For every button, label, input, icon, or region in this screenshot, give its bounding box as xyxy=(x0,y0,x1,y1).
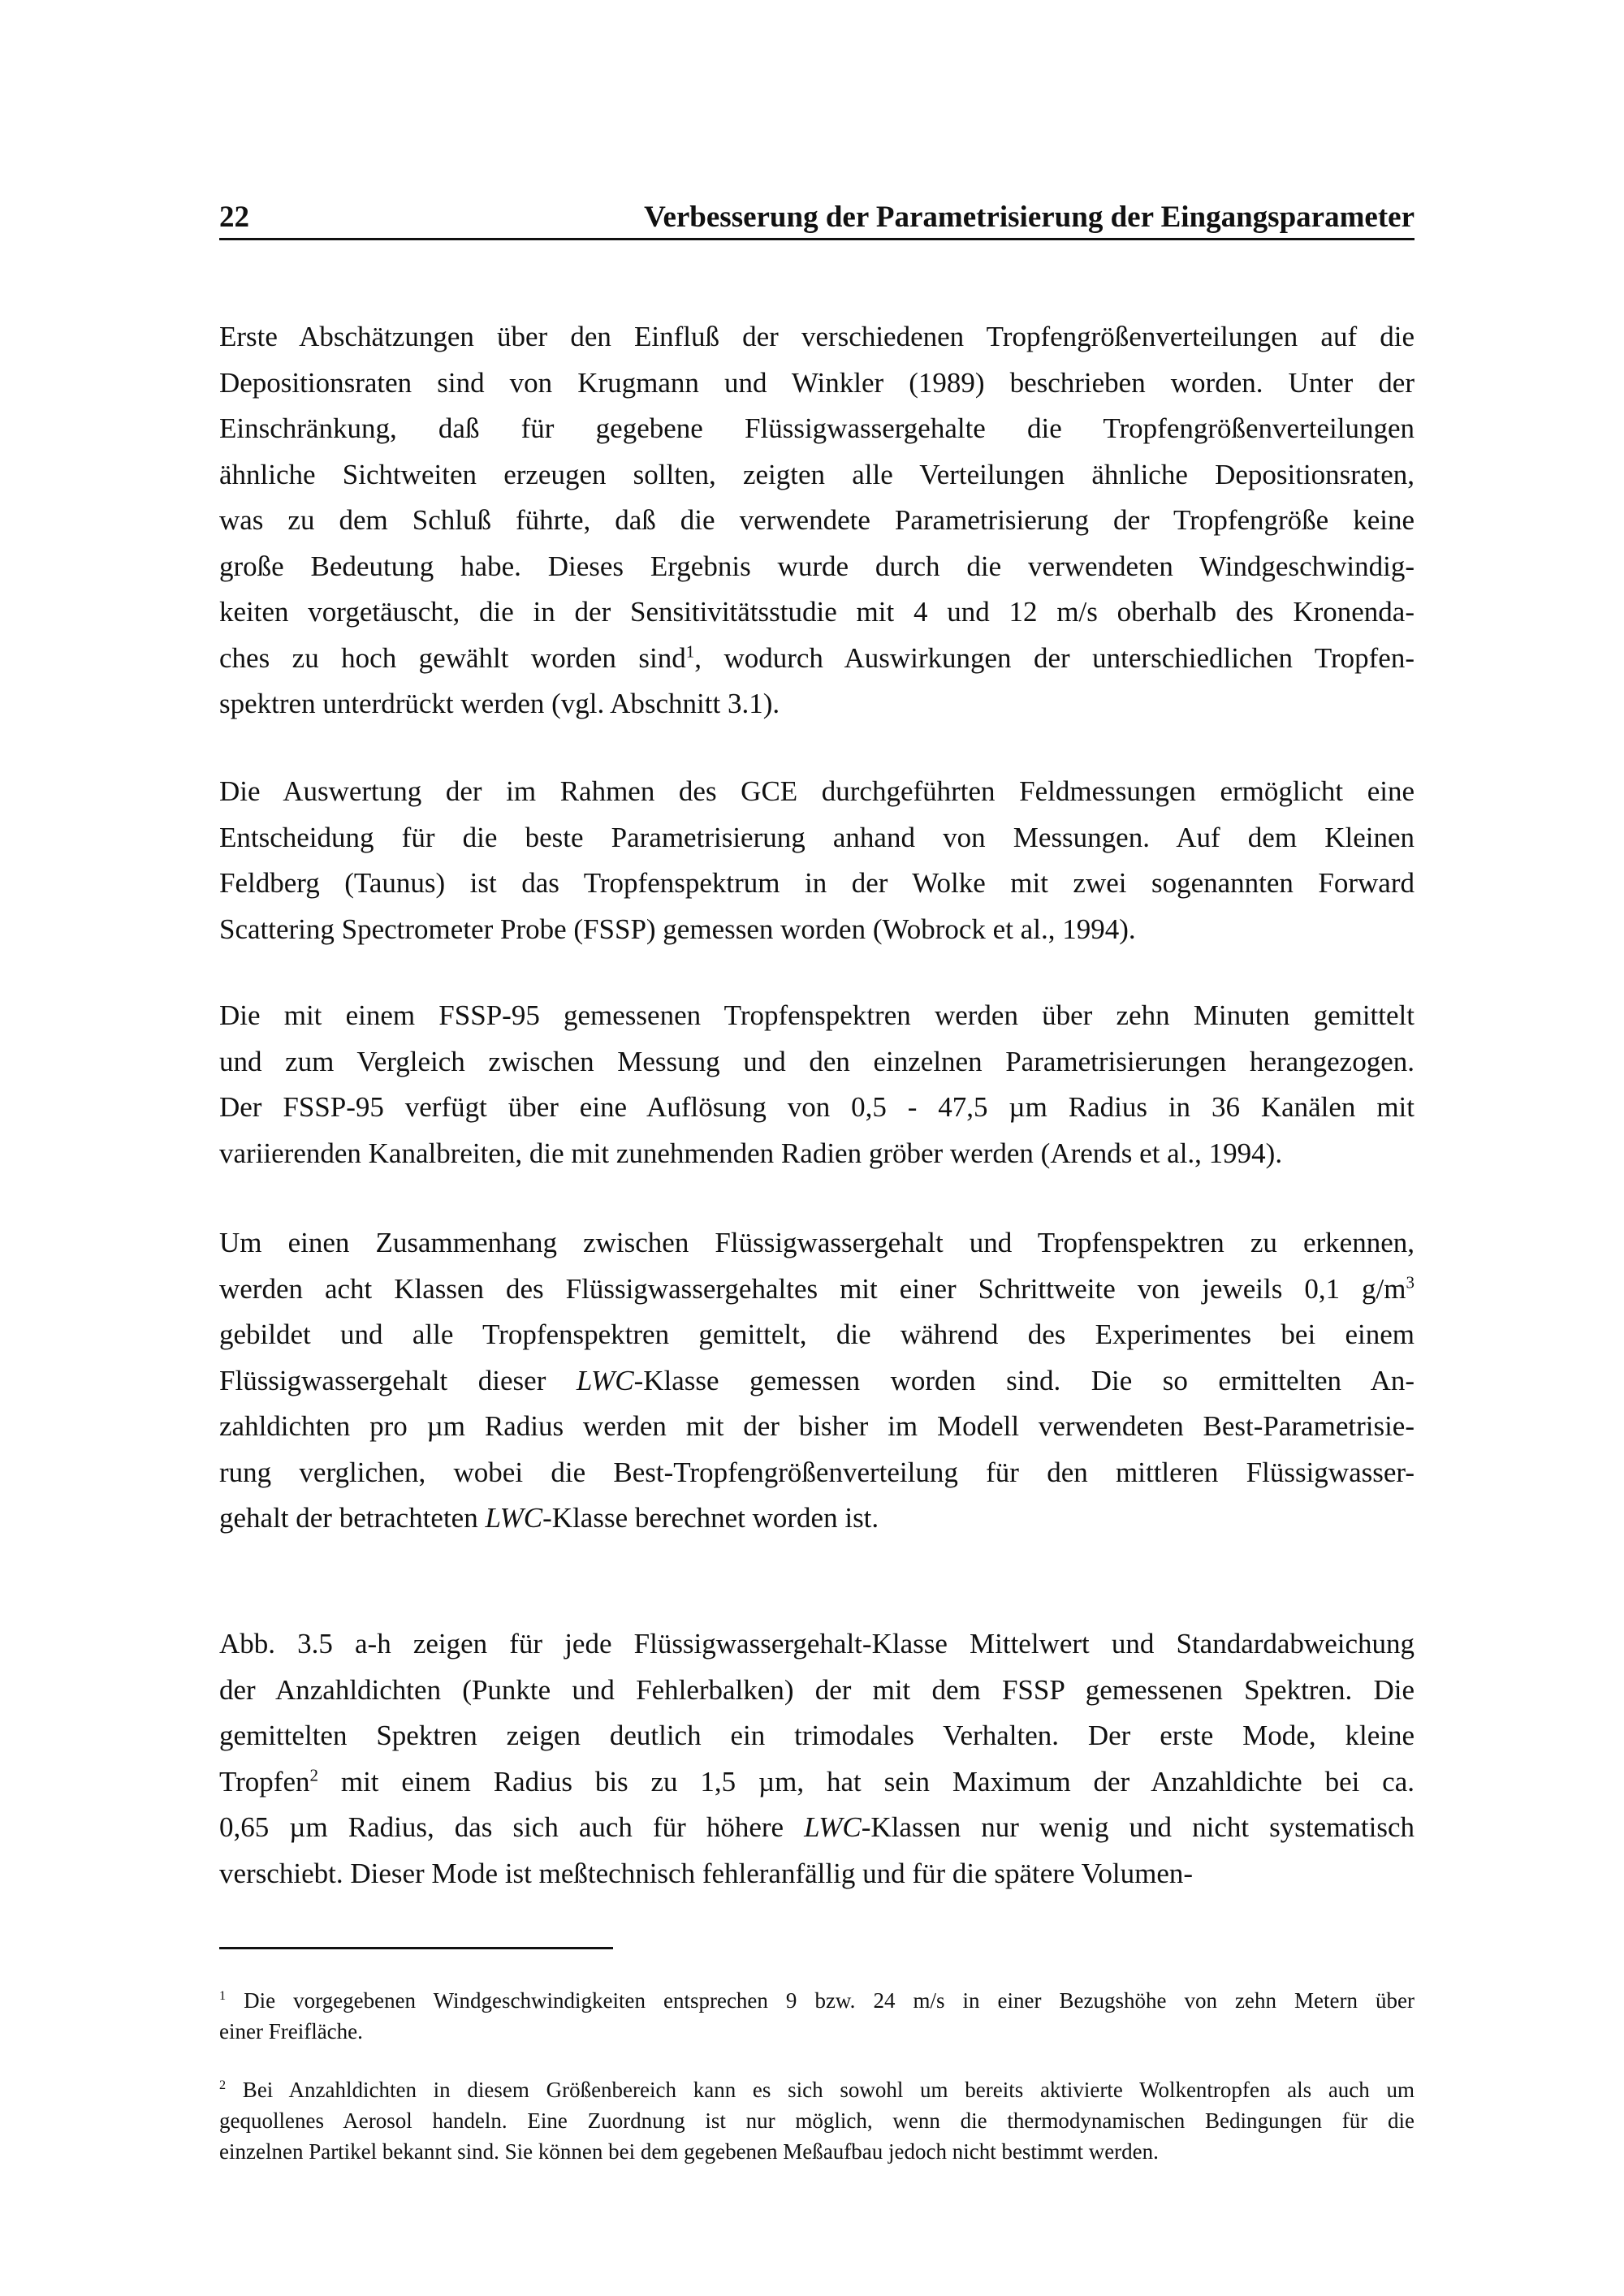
text-segment: Bei Anzahldichten in diesem Größenbereich kann es sich sowohl um bereits aktivierte Wolkentropfen als auch um xyxy=(226,2078,1415,2102)
text-segment: -Klasse berechnet worden ist. xyxy=(542,1502,879,1534)
chapter-title: Verbesserung der Parametrisierung der Eingangsparameter xyxy=(644,201,1415,234)
text-line: keiten vorgetäuscht, die in der Sensitivitätsstudie mit 4 und 12 m/s oberhalb des Kronenda- xyxy=(219,596,1415,628)
text-line: und zum Vergleich zwischen Messung und den einzelnen Parametrisierungen herangezogen. xyxy=(219,1045,1415,1077)
footnote-marker: 1 xyxy=(685,641,695,661)
text-line: ähnliche Sichtweiten erzeugen sollten, zeigten alle Verteilungen ähnliche Depositionsraten, xyxy=(219,458,1415,490)
footnote-1 xyxy=(219,1985,1415,2047)
text-line: Feldberg (Taunus) ist das Tropfenspektrum in der Wolke mit zwei sogenannten Forward xyxy=(219,867,1415,899)
text-line: Entscheidung für die beste Parametrisierung anhand von Messungen. Auf dem Kleinen xyxy=(219,821,1415,853)
paragraph-1 xyxy=(219,314,1415,727)
text-line: Scattering Spectrometer Probe (FSSP) gemessen worden (Wobrock et al., 1994). xyxy=(219,913,1136,945)
text-segment: werden acht Klassen des Flüssigwassergehaltes mit einer Schrittweite von jeweils 0,1 g/m xyxy=(219,1272,1406,1305)
text-line xyxy=(219,1358,1415,1405)
footnote-marker: 3 xyxy=(1406,1271,1415,1292)
text-line: der Anzahldichten (Punkte und Fehlerbalken) der mit dem FSSP gemessenen Spektren. Die xyxy=(219,1673,1415,1706)
text-line xyxy=(219,2074,1415,2105)
text-line: variierenden Kanalbreiten, die mit zunehmenden Radien gröber werden (Arends et al., 1994). xyxy=(219,1137,1283,1169)
text-line xyxy=(219,1759,1415,1806)
text-line xyxy=(219,1267,1415,1313)
text-line: gebildet und alle Tropfenspektren gemittelt, die während des Experimentes bei einem xyxy=(219,1318,1415,1350)
footnote-2 xyxy=(219,2074,1415,2167)
text-line: Um einen Zusammenhang zwischen Flüssigwassergehalt und Tropfenspektren zu erkennen, xyxy=(219,1227,1415,1258)
text-segment: -Klassen nur wenig und nicht systematisch xyxy=(861,1811,1415,1843)
text-line: gequollenes Aerosol handeln. Eine Zuordnung ist nur möglich, wenn die thermodynamischen Bedingungen für die xyxy=(219,2108,1415,2133)
text-line: verschiebt. Dieser Mode ist meßtechnisch fehleranfällig und für die spätere Volumen- xyxy=(219,1857,1194,1889)
text-line: Abb. 3.5 a-h zeigen für jede Flüssigwassergehalt-Klasse Mittelwert und Standardabweichung xyxy=(219,1628,1415,1659)
text-line xyxy=(219,1805,1415,1851)
paragraph-2 xyxy=(219,769,1415,952)
text-segment: LWC xyxy=(576,1364,634,1396)
paragraph-4 xyxy=(219,1220,1415,1542)
text-segment: LWC xyxy=(485,1502,543,1534)
footnote-marker: 2 xyxy=(309,1764,318,1785)
text-segment: Tropfen xyxy=(219,1765,310,1798)
text-segment: LWC xyxy=(804,1811,862,1843)
text-segment: , wodurch Auswirkungen der unterschiedlichen Tropfen- xyxy=(694,641,1415,674)
page-number: 22 xyxy=(219,201,249,234)
text-line: Depositionsraten sind von Krugmann und Winkler (1989) beschrieben worden. Unter der xyxy=(219,366,1415,399)
text-segment: mit einem Radius bis zu 1,5 µm, hat sein Maximum der Anzahldichte bei ca. xyxy=(318,1765,1415,1798)
text-line xyxy=(219,1985,1415,2016)
text-line: Der FSSP-95 verfügt über eine Auflösung von 0,5 - 47,5 µm Radius in 36 Kanälen mit xyxy=(219,1091,1415,1123)
text-line: Einschränkung, daß für gegebene Flüssigwassergehalte die Tropfengrößenverteilungen xyxy=(219,412,1415,444)
text-line: Erste Abschätzungen über den Einfluß der verschiedenen Tropfengrößenverteilungen auf die xyxy=(219,321,1415,352)
paragraph-3 xyxy=(219,993,1415,1176)
footnote-marker: 1 xyxy=(219,1988,227,2003)
text-line: rung verglichen, wobei die Best-Tropfengrößenverteilung für den mittleren Flüssigwasser- xyxy=(219,1456,1415,1488)
text-segment: Flüssigwassergehalt dieser xyxy=(219,1364,577,1396)
text-line: spektren unterdrückt werden (vgl. Abschnitt 3.1). xyxy=(219,688,780,719)
text-segment: gehalt der betrachteten xyxy=(219,1502,486,1534)
text-line: zahldichten pro µm Radius werden mit der bisher im Modell verwendeten Best-Parametrisie- xyxy=(219,1410,1415,1442)
text-line: was zu dem Schluß führte, daß die verwendete Parametrisierung der Tropfengröße keine xyxy=(219,504,1415,536)
text-line xyxy=(219,636,1415,682)
text-line: gemittelten Spektren zeigen deutlich ein trimodales Verhalten. Der erste Mode, kleine xyxy=(219,1720,1415,1751)
text-segment: 0,65 µm Radius, das sich auch für höhere xyxy=(219,1811,805,1843)
text-line: große Bedeutung habe. Dieses Ergebnis wurde durch die verwendeten Windgeschwindig- xyxy=(219,550,1415,582)
running-header xyxy=(219,195,1415,240)
text-segment: Die vorgegebenen Windgeschwindigkeiten entsprechen 9 bzw. 24 m/s in einer Bezugshöhe von zehn Metern über xyxy=(226,1988,1415,2013)
text-line: einer Freifläche. xyxy=(219,2019,363,2044)
footnote-divider xyxy=(219,1947,613,1949)
text-line: Die mit einem FSSP-95 gemessenen Tropfenspektren werden über zehn Minuten gemittelt xyxy=(219,999,1415,1031)
text-line: Die Auswertung der im Rahmen des GCE durchgeführten Feldmessungen ermöglicht eine xyxy=(219,775,1415,807)
text-segment: ches zu hoch gewählt worden sind xyxy=(219,641,686,674)
text-segment: -Klasse gemessen worden sind. Die so ermittelten An- xyxy=(633,1364,1415,1396)
text-line xyxy=(219,1495,1415,1542)
paragraph-5 xyxy=(219,1621,1415,1897)
footnote-marker: 2 xyxy=(219,2078,227,2092)
text-line: einzelnen Partikel bekannt sind. Sie können bei dem gegebenen Meßaufbau jedoch nicht bestimmt werden. xyxy=(219,2139,1159,2164)
